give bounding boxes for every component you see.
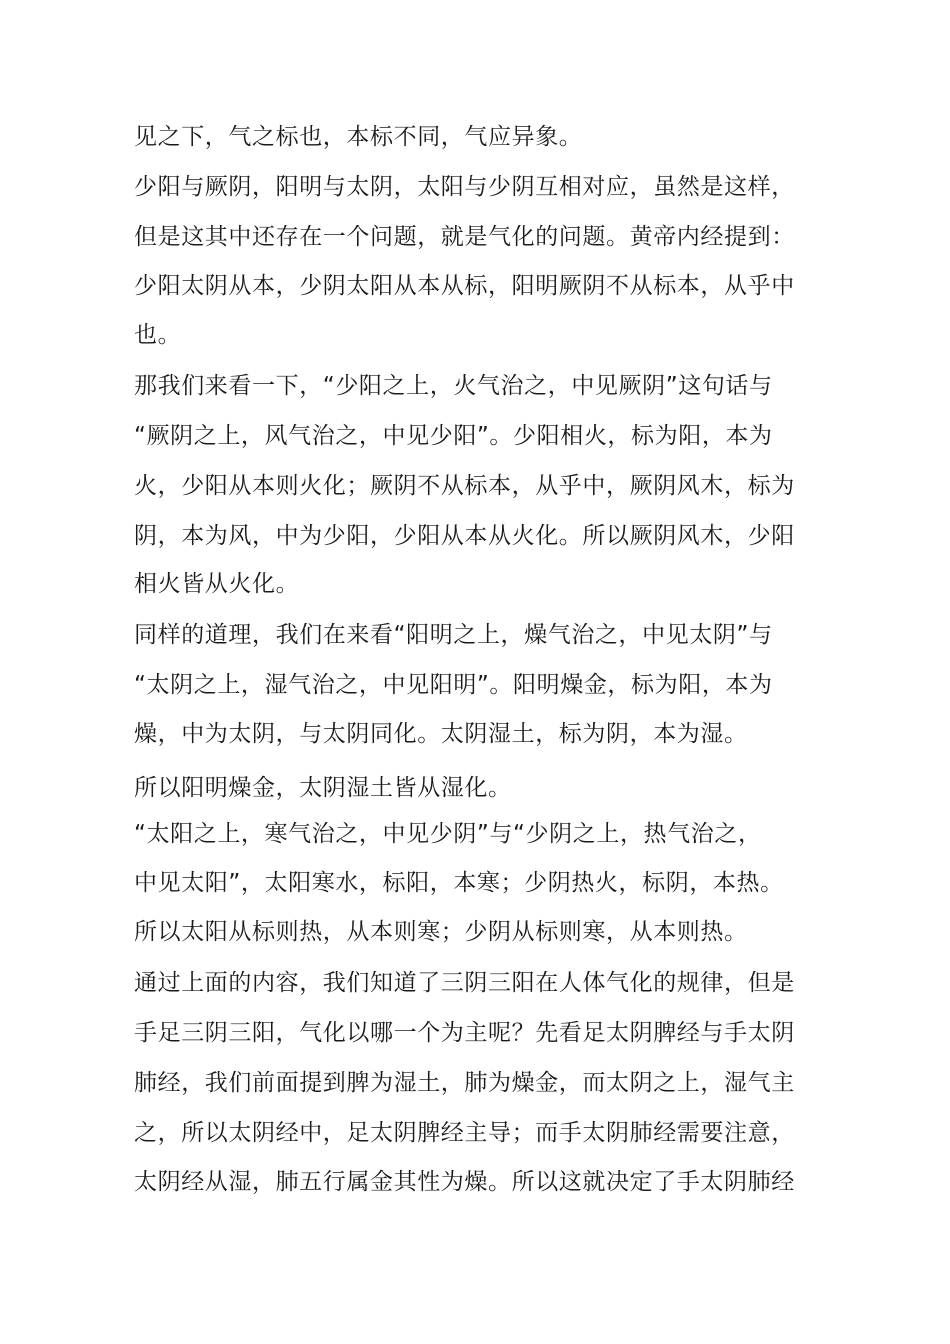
text-line: 所以太阳从标则热，从本则寒；少阴从标则寒，从本则热。 <box>134 919 748 945</box>
text-line: 但是这其中还存在一个问题，就是气化的问题。黄帝内经提到： <box>134 224 795 250</box>
text-line: 中见太阳”，太阳寒水，标阳，本寒；少阴热火，标阴，本热。 <box>134 870 784 896</box>
text-line: 也。 <box>134 322 182 348</box>
text-line: 太阴经从湿，肺五行属金其性为燥。所以这就决定了手太阴肺经 <box>134 1169 795 1195</box>
text-line: 少阳与厥阴，阳明与太阴，太阳与少阴互相对应，虽然是这样， <box>134 174 795 200</box>
text-line: 肺经，我们前面提到脾为湿土，肺为燥金，而太阴之上，湿气主 <box>134 1070 795 1096</box>
text-line: 见之下，气之标也，本标不同，气应异象。 <box>134 124 583 150</box>
text-line: 相火皆从火化。 <box>134 571 300 597</box>
text-line: “太阳之上，寒气治之，中见少阴”与“少阴之上，热气治之， <box>134 821 762 847</box>
text-line: 燥，中为太阴，与太阴同化。太阴湿土，标为阴，本为湿。 <box>134 721 748 747</box>
text-line: 所以阳明燥金，太阴湿土皆从湿化。 <box>134 775 512 801</box>
text-line: “太阴之上，湿气治之，中见阳明”。阳明燥金，标为阳，本为 <box>134 672 773 698</box>
text-line: 同样的道理，我们在来看“阳明之上，燥气治之，中见太阴”与 <box>134 622 773 648</box>
text-line: 那我们来看一下，“少阳之上，火气治之，中见厥阴”这句话与 <box>134 373 773 399</box>
text-line: 阴，本为风，中为少阳，少阳从本从火化。所以厥阴风木，少阳 <box>134 523 795 549</box>
text-line: 之，所以太阴经中，足太阴脾经主导；而手太阴肺经需要注意， <box>134 1120 795 1146</box>
text-line: 火，少阳从本则火化；厥阴不从标本，从乎中，厥阴风木，标为 <box>134 473 795 499</box>
text-line: 手足三阴三阳，气化以哪一个为主呢？先看足太阴脾经与手太阴 <box>134 1020 795 1046</box>
text-line: 少阳太阴从本，少阴太阳从本从标，阳明厥阴不从标本，从乎中 <box>134 273 795 299</box>
text-line: “厥阴之上，风气治之，中见少阳”。少阳相火，标为阳，本为 <box>134 423 773 449</box>
text-line: 通过上面的内容，我们知道了三阴三阳在人体气化的规律，但是 <box>134 970 795 996</box>
